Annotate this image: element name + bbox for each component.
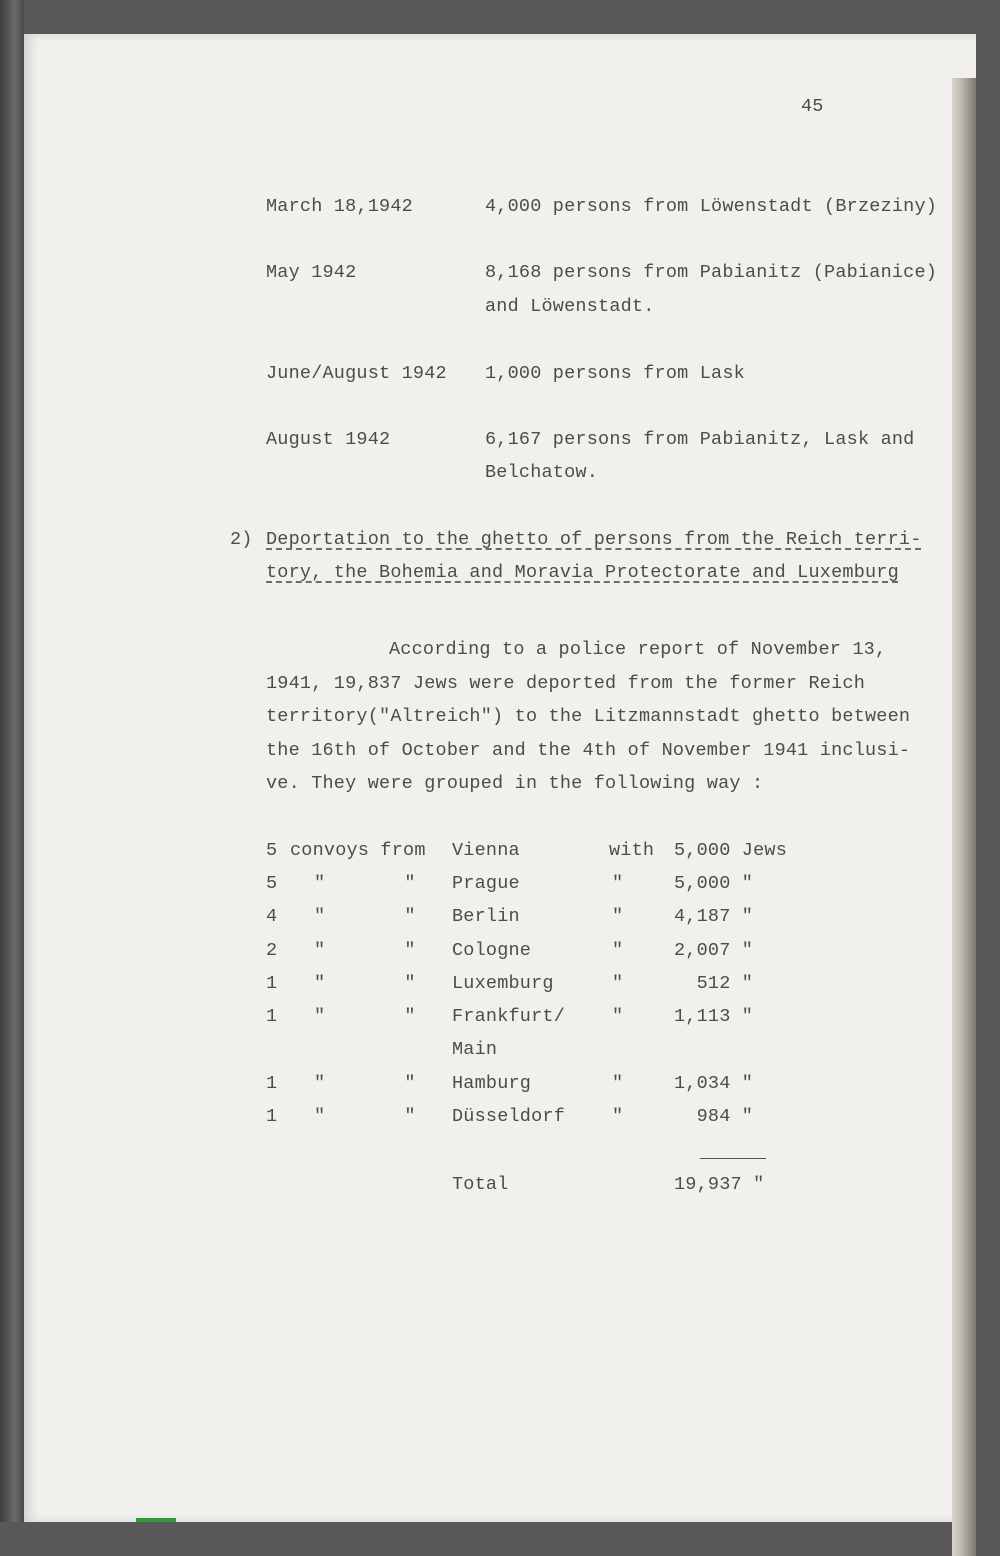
- convoy-with: with: [609, 840, 655, 861]
- convoy-count: 5: [266, 840, 278, 861]
- convoy-city: Cologne: [452, 940, 532, 961]
- convoy-city-cont: Main: [452, 1039, 498, 1060]
- convoy-label: " ": [314, 906, 416, 927]
- convoy-jews: 2,007 ": [674, 940, 754, 961]
- convoy-with: ": [612, 873, 624, 894]
- deportation-date: March 18,1942: [266, 196, 413, 217]
- deportation-date: June/August 1942: [266, 363, 447, 384]
- convoy-label: " ": [314, 940, 416, 961]
- deportation-text: 1,000 persons from Lask: [485, 363, 745, 384]
- convoy-count: 5: [266, 873, 278, 894]
- convoy-jews: 984 ": [674, 1106, 754, 1127]
- section-heading: tory, the Bohemia and Moravia Protectorate and Luxemburg: [266, 562, 899, 583]
- convoy-count: 1: [266, 1106, 278, 1127]
- convoy-city: Düsseldorf: [452, 1106, 566, 1127]
- deportation-date: May 1942: [266, 262, 357, 283]
- document-page: [24, 34, 976, 1522]
- convoy-city: Vienna: [452, 840, 520, 861]
- convoy-count: 2: [266, 940, 278, 961]
- convoy-jews: 5,000 ": [674, 873, 754, 894]
- convoy-label: " ": [314, 973, 416, 994]
- total-label: Total: [452, 1174, 509, 1195]
- convoy-jews: 1,034 ": [674, 1073, 754, 1094]
- section-number: 2): [230, 529, 253, 550]
- convoy-city: Luxemburg: [452, 973, 554, 994]
- deportation-text: 4,000 persons from Löwenstadt (Brzeziny): [485, 196, 938, 217]
- convoy-label: " ": [314, 873, 416, 894]
- page-number: 45: [801, 96, 824, 117]
- total-value: 19,937 ": [674, 1174, 765, 1195]
- deportation-date: August 1942: [266, 429, 391, 450]
- convoy-jews: 1,113 ": [674, 1006, 754, 1027]
- convoy-label: convoys from: [290, 840, 426, 861]
- section-heading: Deportation to the ghetto of persons from the Reich terri-: [266, 529, 922, 550]
- paragraph-line: territory("Altreich") to the Litzmannstadt ghetto between: [266, 706, 911, 727]
- paragraph-line: 1941, 19,837 Jews were deported from the former Reich: [266, 673, 865, 694]
- paragraph-line: the 16th of October and the 4th of November 1941 inclusi-: [266, 740, 911, 761]
- scan-marker: [136, 1518, 176, 1522]
- page-stack-edge: [952, 78, 976, 1556]
- deportation-text: 6,167 persons from Pabianitz, Lask and: [485, 429, 915, 450]
- convoy-count: 1: [266, 1073, 278, 1094]
- convoy-city: Prague: [452, 873, 520, 894]
- paragraph-line: According to a police report of November 13,: [389, 639, 887, 660]
- book-binding: [0, 0, 24, 1522]
- convoy-label: " ": [314, 1106, 416, 1127]
- convoy-jews: 512 ": [674, 973, 754, 994]
- convoy-city: Berlin: [452, 906, 520, 927]
- convoy-with: ": [612, 1073, 624, 1094]
- convoy-count: 1: [266, 1006, 278, 1027]
- convoy-city: Frankfurt/: [452, 1006, 566, 1027]
- convoy-city: Hamburg: [452, 1073, 532, 1094]
- convoy-with: ": [612, 906, 624, 927]
- deportation-text-cont: and Löwenstadt.: [485, 296, 655, 317]
- convoy-with: ": [612, 973, 624, 994]
- convoy-with: ": [612, 1006, 624, 1027]
- convoy-with: ": [612, 1106, 624, 1127]
- convoy-count: 4: [266, 906, 278, 927]
- sum-rule: [700, 1158, 766, 1159]
- convoy-count: 1: [266, 973, 278, 994]
- paragraph-line: ve. They were grouped in the following way :: [266, 773, 764, 794]
- convoy-with: ": [612, 940, 624, 961]
- convoy-label: " ": [314, 1073, 416, 1094]
- deportation-text: 8,168 persons from Pabianitz (Pabianice): [485, 262, 938, 283]
- convoy-jews: 4,187 ": [674, 906, 754, 927]
- deportation-text-cont: Belchatow.: [485, 462, 599, 483]
- convoy-jews: 5,000 Jews: [674, 840, 788, 861]
- convoy-label: " ": [314, 1006, 416, 1027]
